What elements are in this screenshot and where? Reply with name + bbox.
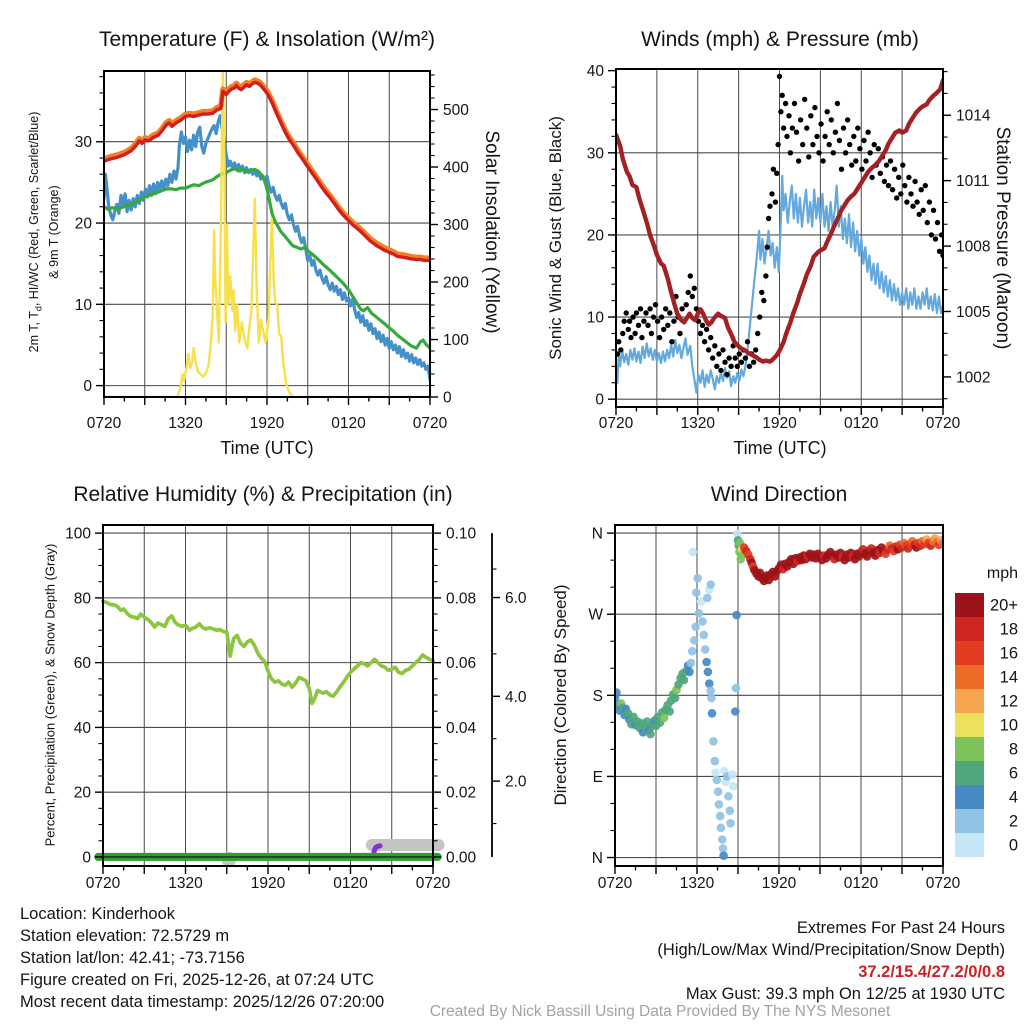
data-timestamp: Most recent data timestamp: 2025/12/26 07:20:00: [20, 993, 385, 1011]
svg-text:20+: 20+: [990, 596, 1018, 615]
temp-left-axis-label-line1b: , HI/WC (Red, Green, Scarlet/Blue): [26, 111, 41, 307]
svg-text:S: S: [592, 687, 603, 705]
svg-text:0: 0: [443, 389, 452, 407]
svg-text:30: 30: [74, 134, 92, 152]
svg-text:1008: 1008: [956, 238, 991, 256]
svg-text:1320: 1320: [168, 415, 203, 432]
station-latlon: Station lat/lon: 42.41; -73.7156: [20, 949, 245, 967]
svg-text:1920: 1920: [250, 875, 286, 892]
svg-text:W: W: [588, 606, 603, 624]
svg-text:1014: 1014: [956, 107, 991, 125]
svg-text:1005: 1005: [956, 303, 991, 321]
svg-text:0.04: 0.04: [446, 719, 477, 737]
svg-text:0: 0: [83, 378, 92, 396]
svg-text:1320: 1320: [680, 415, 715, 432]
wind-time-axis-label: Time (UTC): [733, 438, 827, 458]
svg-text:0.00: 0.00: [446, 849, 477, 867]
svg-text:0: 0: [82, 849, 91, 867]
svg-text:0: 0: [595, 391, 604, 409]
svg-text:10: 10: [586, 309, 604, 327]
credit-line: Created By Nick Bassill Using Data Provided By The NYS Mesonet: [429, 1003, 891, 1020]
station-location: Location: Kinderhook: [20, 905, 176, 923]
rh-chart: [65, 525, 527, 892]
svg-text:1920: 1920: [249, 415, 285, 432]
temp-left-axis-label-sub: d: [33, 306, 44, 312]
svg-text:18: 18: [999, 620, 1018, 639]
svg-text:1011: 1011: [956, 173, 990, 191]
svg-text:0.10: 0.10: [446, 525, 477, 543]
svg-text:0720: 0720: [925, 415, 961, 432]
dir-left-axis-label-text: Direction (Colored By Speed): [551, 584, 570, 806]
station-info: [20, 903, 384, 1013]
svg-text:40: 40: [586, 63, 604, 81]
svg-text:4.0: 4.0: [505, 688, 527, 706]
svg-text:2: 2: [1008, 812, 1018, 831]
station-elevation: Station elevation: 72.5729 m: [20, 927, 230, 945]
svg-text:30: 30: [586, 145, 604, 163]
svg-text:60: 60: [73, 655, 91, 673]
svg-text:0720: 0720: [597, 875, 633, 892]
rh-left-axis-label-text: Percent, Precipitation (Green), & Snow Depth (Gray): [42, 543, 58, 847]
speed-legend: [955, 593, 1018, 857]
svg-text:20: 20: [73, 784, 91, 802]
extremes-values: 37.2/15.4/27.2/0/0.8: [858, 963, 1005, 981]
svg-text:12: 12: [999, 692, 1018, 711]
wind-chart: [587, 63, 991, 432]
svg-text:300: 300: [443, 217, 469, 235]
svg-text:4: 4: [1008, 788, 1018, 807]
svg-text:N: N: [591, 850, 603, 868]
svg-text:0120: 0120: [333, 875, 368, 892]
extremes-block: [657, 917, 1005, 1005]
svg-text:1320: 1320: [679, 875, 715, 892]
svg-text:1320: 1320: [168, 875, 203, 892]
wind-right-axis-label-text: Station Pressure (Maroon): [992, 126, 1013, 350]
svg-text:0720: 0720: [412, 415, 448, 432]
svg-text:1002: 1002: [956, 369, 991, 387]
max-gust: Max Gust: 39.3 mph On 12/25 at 1930 UTC: [685, 985, 1005, 1003]
dir-chart-title: Wind Direction: [710, 483, 848, 506]
legend-title: mph: [986, 565, 1018, 582]
svg-text:200: 200: [443, 274, 469, 292]
svg-text:1920: 1920: [761, 875, 797, 892]
temp-left-axis-label-line1: 2m T, T: [26, 311, 41, 353]
temp-time-axis-label: Time (UTC): [220, 438, 314, 458]
svg-text:6.0: 6.0: [505, 590, 527, 608]
svg-text:0120: 0120: [843, 875, 879, 892]
svg-text:400: 400: [443, 159, 469, 177]
svg-text:0720: 0720: [925, 875, 961, 892]
svg-text:2.0: 2.0: [505, 773, 527, 791]
svg-text:0120: 0120: [844, 415, 879, 432]
temp-chart-title: Temperature (F) & Insolation (W/m²): [98, 28, 436, 51]
svg-text:0.06: 0.06: [446, 655, 477, 673]
svg-text:0720: 0720: [415, 875, 451, 892]
svg-text:14: 14: [999, 668, 1018, 687]
svg-text:0720: 0720: [85, 875, 121, 892]
wind-left-axis-label-text: Sonic Wind & Gust (Blue, Black): [546, 116, 565, 360]
svg-text:20: 20: [586, 227, 604, 245]
svg-text:E: E: [592, 768, 603, 786]
temp-right-axis-label-text: Solar Insolation (Yellow): [481, 130, 502, 334]
svg-text:0.08: 0.08: [446, 590, 477, 608]
extremes-subtitle: (High/Low/Max Wind/Precipitation/Snow Depth): [657, 941, 1005, 959]
svg-text:10: 10: [74, 296, 92, 314]
svg-text:1920: 1920: [762, 415, 797, 432]
svg-text:8: 8: [1008, 740, 1018, 759]
svg-text:N: N: [591, 525, 603, 543]
svg-text:100: 100: [443, 332, 469, 350]
svg-text:100: 100: [65, 525, 91, 543]
rh-chart-title: Relative Humidity (%) & Precipitation (in): [73, 483, 453, 506]
svg-text:16: 16: [999, 644, 1018, 663]
svg-text:0720: 0720: [598, 415, 634, 432]
svg-text:10: 10: [999, 716, 1018, 735]
svg-text:0: 0: [1008, 836, 1018, 855]
svg-text:0120: 0120: [331, 415, 366, 432]
svg-text:40: 40: [73, 719, 91, 737]
extremes-title: Extremes For Past 24 Hours: [796, 919, 1005, 937]
svg-text:20: 20: [74, 215, 92, 233]
svg-text:0720: 0720: [86, 415, 122, 432]
svg-text:0.02: 0.02: [446, 784, 477, 802]
figure-created: Figure created on Fri, 2025-12-26, at 07:24 UTC: [20, 971, 375, 989]
svg-text:80: 80: [73, 590, 91, 608]
svg-text:500: 500: [443, 102, 469, 120]
svg-text:6: 6: [1008, 764, 1018, 783]
temp-left-axis-label-line2: & 9m T (Orange): [46, 185, 61, 279]
wind-chart-title: Winds (mph) & Pressure (mb): [641, 28, 919, 51]
temp-chart: [75, 71, 469, 432]
